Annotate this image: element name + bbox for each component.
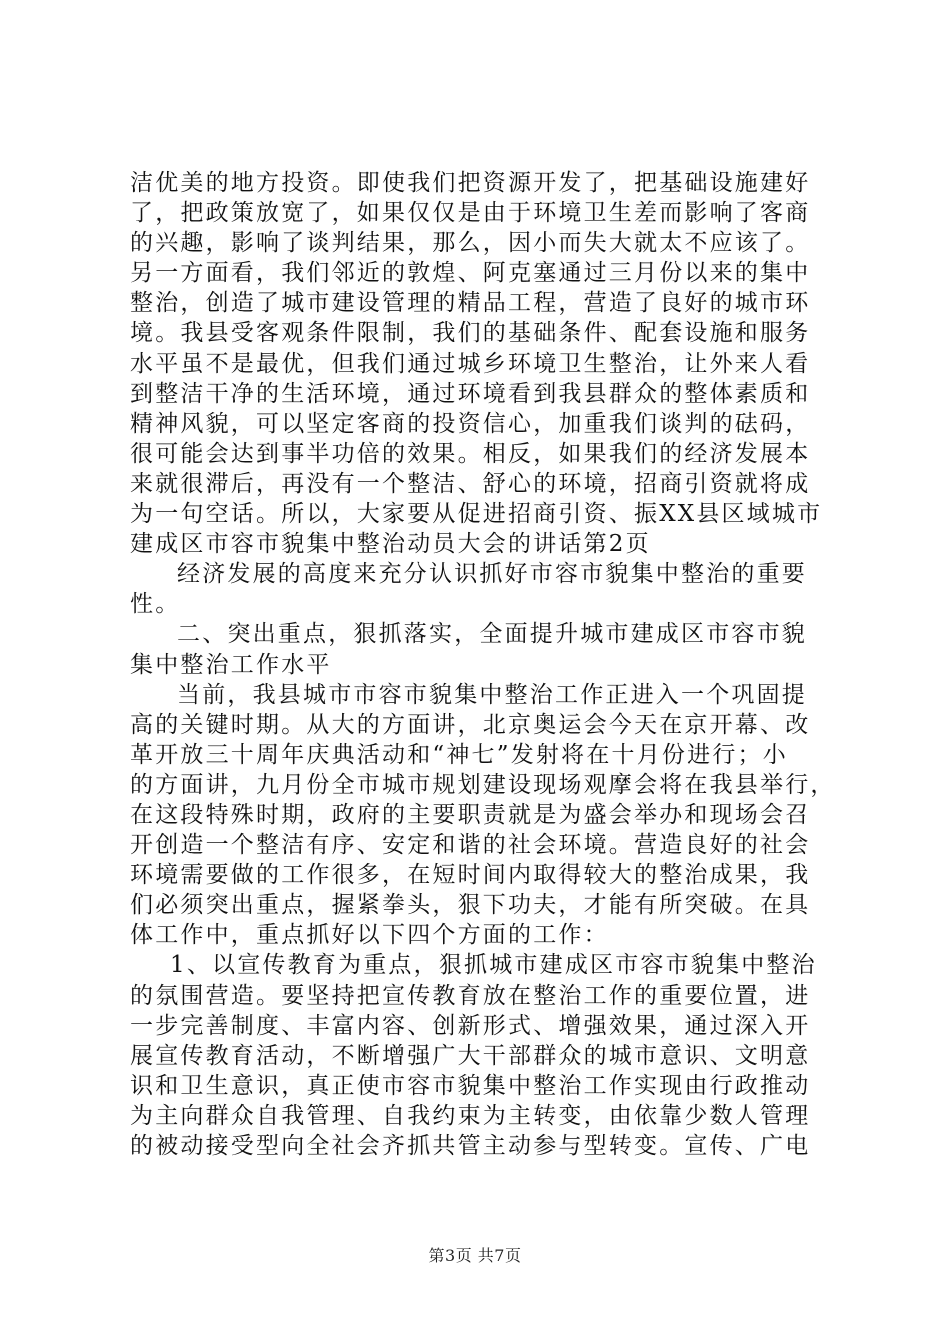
text-line: 高的关键时期。从大的方面讲，北京奥运会今天在京开幕、改 — [130, 711, 811, 738]
text-line: 为主向群众自我管理、自我约束为主转变，由依靠少数人管理 — [130, 1102, 811, 1129]
text-line: 体工作中，重点抓好以下四个方面的工作： — [130, 922, 609, 949]
text-line: 建成区市容市貌集中整治动员大会的讲话第2页 — [130, 531, 651, 558]
text-line: 性。 — [130, 591, 181, 618]
text-line: 的兴趣，影响了谈判结果，那么，因小而失大就太不应该了。 — [130, 230, 811, 257]
paragraph-start-line: 当前，我县城市市容市貌集中整治工作正进入一个巩固提 — [177, 681, 807, 708]
text-line: 在这段特殊时期，政府的主要职责就是为盛会举办和现场会召 — [130, 801, 811, 828]
numbered-item-line: 1、以宣传教育为重点，狠抓城市建成区市容市貌集中整治 — [170, 952, 817, 979]
text-line: 很可能会达到事半功倍的效果。相反，如果我们的经济发展本 — [130, 440, 811, 467]
document-body — [130, 168, 836, 1161]
text-line: 为一句空话。所以，大家要从促进招商引资、振XX县区域城市 — [130, 501, 823, 528]
text-line: 识和卫生意识，真正使市容市貌集中整治工作实现由行政推动 — [130, 1072, 811, 1099]
text-line: 的被动接受型向全社会齐抓共管主动参与型转变。宣传、广电 — [130, 1133, 811, 1159]
text-line: 来就很滞后，再没有一个整洁、舒心的环境，招商引资就将成 — [130, 470, 811, 497]
text-line: 整治，创造了城市建设管理的精品工程，营造了良好的城市环 — [130, 290, 811, 317]
text-line: 水平虽不是最优，但我们通过城乡环境卫生整治，让外来人看 — [130, 350, 811, 377]
page-number-footer: 第3页 共7页 — [428, 1246, 522, 1265]
text-line: 洁优美的地方投资。即使我们把资源开发了，把基础设施建好 — [130, 170, 811, 196]
text-line: 环境需要做的工作很多，在短时间内取得较大的整治成果，我 — [130, 862, 811, 889]
text-line: 另一方面看，我们邻近的敦煌、阿克塞通过三月份以来的集中 — [130, 260, 811, 287]
text-line: 的氛围营造。要坚持把宣传教育放在整治工作的重要位置，进 — [130, 982, 811, 1009]
paragraph-start-line: 经济发展的高度来充分认识抓好市容市貌集中整治的重要 — [177, 561, 807, 588]
text-line: 到整洁干净的生活环境，通过环境看到我县群众的整体素质和 — [130, 380, 811, 407]
text-line: 展宣传教育活动，不断增强广大干部群众的城市意识、文明意 — [130, 1042, 811, 1069]
text-line: 们必须突出重点，握紧拳头，狠下功夫，才能有所突破。在具 — [130, 892, 811, 919]
section-heading-line: 二、突出重点，狠抓落实，全面提升城市建成区市容市貌 — [177, 621, 807, 648]
text-line: 了，把政策放宽了，如果仅仅是由于环境卫生差而影响了客商 — [130, 200, 811, 227]
text-line: 一步完善制度、丰富内容、创新形式、增强效果，通过深入开 — [130, 1012, 811, 1039]
text-line: 精神风貌，可以坚定客商的投资信心，加重我们谈判的砝码， — [130, 410, 811, 437]
text-line: 开创造一个整洁有序、安定和谐的社会环境。营造良好的社会 — [130, 832, 811, 859]
section-heading-line: 集中整治工作水平 — [130, 651, 332, 678]
text-line: 革开放三十周年庆典活动和“神七”发射将在十月份进行；小 — [130, 741, 788, 768]
text-line: 境。我县受客观条件限制，我们的基础条件、配套设施和服务 — [130, 320, 811, 347]
text-line: 的方面讲，九月份全市城市规划建设现场观摩会将在我县举行， — [130, 771, 836, 798]
